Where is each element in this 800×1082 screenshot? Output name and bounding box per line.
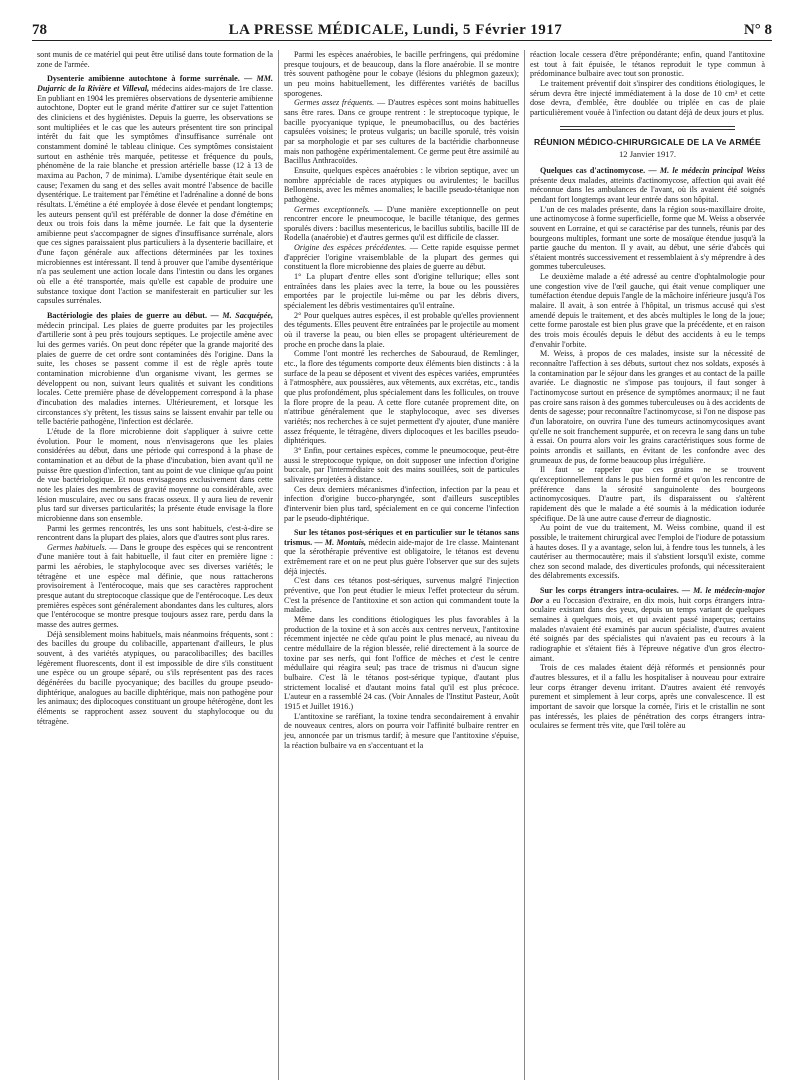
article-text: médecin principal. Les plaies de guerre produites par les projectiles d'artillerie sont à peu près toujours septiques. Le projectile amène avec lui des germes variés. On peut donc répéter que la grande majorité des plaies de guerre de cet ordre sont contaminées dès l'origine. Dans la suite, les choses se passent comme il est de règle après toute contamination microbienne d'un organisme vivant, les germes se développent ou non, suivant leurs qualités et suivant les conditions locales. Cette première phase de développement correspond à la phase d'incubation des maladies internes. Ultérieurement, et lorsque les circonstances s'y prêtent, les tissus sains se laissent envahir par telle ou telle bactérie pathogène, l'infection est déclarée. bbox=[37, 320, 273, 427]
article-authors: — M. le médecin-major Dor bbox=[530, 586, 765, 605]
subheading: Origine des espèces précédentes. bbox=[294, 243, 407, 253]
paragraph: Parmi les germes rencontrés, les uns sont habituels, c'est-à-dire se rencontrent dans la plupart des plaies, alors que d'autres sont plus rares. bbox=[37, 523, 273, 543]
paragraph: 2° Pour quelques autres espèces, il est probable qu'elles proviennent des téguments. Elles peuvent être entraînées par le projectile au moment où il traverse la peau, ou bien elles se propagent ultérieurement de proche en proche dans la plaie. bbox=[284, 310, 519, 349]
subheading: Germes assez fréquents. bbox=[294, 98, 375, 108]
paragraph: Germes exceptionnels. — D'une manière exceptionnelle on peut rencontrer encore le pneumocoque, le bacille tétanique, des germes sporulés divers : bacillus mesentericus, le bacillus subtilis, bacille III de Rodella (anaérobie) et d'autres germes qu'il est difficile de classer. bbox=[284, 204, 519, 243]
text-columns bbox=[32, 50, 772, 1080]
article-authors: — M. Montais, bbox=[312, 537, 367, 547]
paragraph: Le traitement préventif doit s'inspirer des conditions étiologiques, le sérum devra être injecté immédiatement à la dose de 10 cm³ et cette dose devra, d'emblée, être doublée ou triplée en cas de plaie particulièrement vouée à l'infection ou datant déjà de deux jours et plus. bbox=[530, 78, 765, 117]
article-authors: — MM. Dujarric de la Rivière et Villeval, bbox=[37, 74, 273, 93]
paragraph: L'antitoxine se raréfiant, la toxine tendra secondairement à envahir de nouveaux centres, alors on pourra voir l'affinité bulbaire rentrer en jeu, annoncée par un trismus tardif; à mesure que l'antitoxine s'épuise, la réaction bulbaire va en s'accentuant et la bbox=[284, 711, 519, 750]
section-date: 12 Janvier 1917. bbox=[618, 149, 677, 160]
subheading: Germes exceptionnels. bbox=[294, 204, 370, 214]
article-authors: — M. Sacquépée, bbox=[207, 311, 273, 321]
article-tetanos bbox=[284, 528, 519, 576]
article-actinomycose bbox=[530, 166, 765, 205]
article-bacteriologie bbox=[37, 311, 273, 427]
column-3 bbox=[524, 50, 770, 1080]
column-1 bbox=[32, 50, 278, 1080]
column-2 bbox=[278, 50, 524, 1080]
paragraph: réaction locale cessera d'être prépondérante; enfin, quand l'antitoxine est tout à fait épuisée, le tétanos reproduit le type commun à prédominance bulbaire avec tout son pronostic. bbox=[530, 50, 765, 79]
article-heading: Quelques cas d'actinomycose. bbox=[540, 165, 646, 175]
article-text: médecins aides-majors de 1re classe. En publiant en 1904 les premières observations de dysenterie amibienne autochtone, Dopter eut le grand mérite d'attirer sur ce sujet l'attention des cliniciens et des hygiénistes. Depuis la guerre, les observations se sont multipliées et le cas que les auteurs présentent tire son principal intérêt du fait que les symptômes d'insuffisance surrénale ont constamment dominé le tableau clinique. Ces symptômes consistaient surtout en asthénie très marquée, petitesse et fréquence du pouls, phénomène de la raie blanche et pression artérielle basse (12 à 13 de maxima au Pachon, 7 de minima). L'amibe dysentérique était seule en cause; l'examen du sang et des selles avait montré l'absence de bacille dysentérique. Le traitement par l'émétine et l'adrénaline a donné de bons résultats. L'émétine a été employée à dose élevée et pendant longtemps; les auteurs pensent qu'il est préférable de donner la dose d'émétine en deux ou trois fois dans la même journée. Le fait que la dysenterie amibienne peut s'accompagner de signes d'insuffisance surrénale, alors que ces signes paraissaient plus particuliers à la dysenterie bacillaire, et d'une façon générale aux affections déterminées par les toxines microbiennes est intéressant. Il tend à prouver que l'amibe dysentérique n'a pas seulement une action locale dans l'intestin ou dans les organes où elle a été transportée, mais qu'elle est capable de produire une substance toxique dont l'action se manifesterait en particulier sur les capsules surrénales. bbox=[37, 83, 274, 306]
section-rule bbox=[560, 129, 735, 130]
subheading: Germes habituels. bbox=[47, 542, 107, 552]
paragraph: Germes assez fréquents. — D'autres espèces sont moins habituelles sans être rares. Dans ce groupe rentrent : le streptocoque typique, le bacille pyocyanique typique, le pneumobacillus, ou des bactéries capsulées voisines; le proteus vulgaris; un bacille sporulé, très voisin par sa morphologie et par ses cultures de la bactéridie charbonneuse mais non pathogène expérimentalement. Ce germe peut être assimilé au Bacillus Anthracoïdes. bbox=[284, 98, 519, 166]
article-heading: Bactériologie des plaies de guerre au début. bbox=[47, 311, 208, 321]
page-header bbox=[32, 20, 772, 41]
newspaper-title: LA PRESSE MÉDICALE, Lundi, 5 Février 1917 bbox=[228, 21, 563, 38]
paragraph: 3° Enfin, pour certaines espèces, comme le pneumocoque, peut-être aussi le streptocoque typique, on doit supposer une infection d'origine buccale, par l'intermédiaire soit des mains souillées, soit de particules salivaires projetées à distance. bbox=[284, 445, 519, 484]
article-heading: Dysenterie amibienne autochtone à forme surrénale. bbox=[47, 74, 240, 84]
article-dysenterie bbox=[37, 74, 273, 306]
paragraph: Au point de vue du traitement, M. Weiss combine, quand il est possible, le traitement chirurgical avec l'emploi de l'iodure de potassium à hautes doses. Il y a avantage, selon lui, à fendre tous les tunnels, à les cautériser au thermocautère; mais il s'abstient lorsqu'il existe, comme chez son second malade, des diverticules profonds, qui nécessiteraient des délabrements excessifs. bbox=[530, 523, 765, 581]
paragraph: L'un de ces malades présente, dans la région sous-maxillaire droite, une actinomycose à forme superficielle, forme que M. Weiss a observée souvent en Lorraine, et qui se caractérise par des tunnels, réunis par des bourgeons multiples, formant une sorte de mosaïque étendue jusqu'à la partie gauche du menton. Il y avait, au début, une série d'abcès qui s'étaient montrés successivement et ressemblaient à s'y méprendre à des gommes tuberculeuses. bbox=[530, 204, 765, 272]
article-corps-etrangers bbox=[530, 586, 765, 663]
paragraph: Ensuite, quelques espèces anaérobies : le vibrion septique, avec un nombre appréciable de races atypiques ou avirulentes; le bacillus Bellonensis, avec les mêmes anomalies; le bacille pseudo-tétanique non pathogène. bbox=[284, 165, 519, 204]
section-title: RÉUNION MÉDICO-CHIRURGICALE DE LA Ve ARMÉE bbox=[534, 136, 761, 147]
paragraph: Parmi les espèces anaérobies, le bacille perfringens, qui prédomine presque toujours, et de beaucoup, dans la flore anaérobie. Il se montre très souvent pathogène pour le cobaye (lésions du phlegmon gazeux); un peu moins habituellement, les différentes variétés de bacillus sporogenes. bbox=[284, 50, 519, 98]
issue-number: N° 8 bbox=[743, 21, 772, 38]
article-text: médecin aide-major de 1re classe. Maintenant que la sérothérapie préventive est obligatoire, le tétanos est devenu extrêmement rare et on ne peut plus guère l'observer que sur des sujets déjà injectés. bbox=[284, 537, 519, 576]
paragraph: sont munis de ce matériel qui peut être utilisé dans toute formation de la zone de l'armée. bbox=[37, 50, 273, 69]
section-rule bbox=[560, 126, 735, 127]
paragraph: C'est dans ces tétanos post-sériques, survenus malgré l'injection préventive, que l'on peut étudier le mieux l'effet protecteur du sérum. C'est la présence de l'antitoxine et son action qui commandent toute la maladie. bbox=[284, 576, 519, 615]
article-heading: Sur les tétanos post-sériques et en particulier sur le tétanos sans trismus. bbox=[284, 528, 519, 547]
paragraph: M. Weiss, à propos de ces malades, insiste sur la nécessité de reconnaître l'affection à ses débuts, surtout chez nos soldats, exposés à la contamination par le séjour dans les granges et au contact de la paille avariée. Le diagnostic ne s'impose pas toujours, il faut songer à l'actinomycose surtout en présence de symptômes anormaux; il ne faut pas croire sans raison à des gommes tuberculeuses ou à des accidents de dents de sagesse; pour reconnaître l'actinomycose, si l'on ne dispose pas d'un laboratoire, on ouvrira l'une des tumeurs actinomycosiques avant qu'elle ne soit franchement suppurée, et on recevra le sang dans un tube à essai. On pourra alors voir les grains caractéristiques sous forme de points arrondis et saillants, en évitant de les confondre avec des grumeaux de pus, de forme beaucoup plus irrégulière. bbox=[530, 349, 765, 465]
paragraph: Comme l'ont montré les recherches de Sabouraud, de Remlinger, etc., la flore des téguments comporte deux éléments bien distincts : à la surface de la peau se déposent et vivent des espèces variées, empruntées à l'atmosphère, aux poussières, aux vêtements, aux excrétas, etc., tandis que plus profondément, plus spécialement dans les follicules, on trouve la flore propre de la peau. A cette flore cutanée proprement dite, on n'attribue généralement que le staphylocoque, avec ses diverses variétés; nos recherches à ce sujet permettent d'y ajouter, d'une manière assez fréquente, le tétragène, divers diplocoques et les bacilles pseudo-diphtériques. bbox=[284, 349, 519, 446]
article-authors: — M. le médecin principal Weiss bbox=[645, 165, 765, 175]
paragraph: Le deuxième malade a été adressé au centre d'ophtalmologie pour une congestion vive de l'œil gauche, qui était venue compliquer une tuméfaction étendue depuis l'angle de la mâchoire inférieure jusqu'à l'os malaire. Il avait, à son entrée à l'hôpital, un trismus accusé qui s'est amendé depuis le traitement, et des abcès multiples le long de la joue; cette forme parostale est bien plus grave que la précédente, et en raison des trois mois écoulés depuis le début des accidents à eu le temps d'envahir l'orbite. bbox=[530, 272, 765, 349]
paragraph: Trois de ces malades étaient déjà réformés et pensionnés pour d'autres blessures, et il a fallu les hospitaliser à nouveau pour extraire leur corps étranger devenu irritant. D'autres avaient été renvoyés purement et simplement à leur corps, après une convalescence. Il est important de savoir que lorsque la cornée, l'iris et le cristallin ne sont pas intéressés, les plaies de pénétration des corps étrangers intra-oculaires se ferment très vite, que l'œil tolère au bbox=[530, 663, 765, 731]
paragraph: Il faut se rappeler que ces grains ne se trouvent qu'exceptionnellement dans le pus bien formé et qu'on les rencontre de préférence dans la sérosité sanguinolente des bourgeons actinomycosiques. D'autre part, ils disparaissent ou s'altèrent rapidement dès que le malade a été soumis à la médication iodurée spécifique. De là une autre cause d'erreur de diagnostic. bbox=[530, 465, 765, 523]
paragraph: Origine des espèces précédentes. — Cette rapide esquisse permet d'apprécier l'origine vraisemblable de la plupart des germes qui constituent la flore microbienne des plaies de guerre au début. bbox=[284, 243, 519, 272]
paragraph: Germes habituels. — Dans le groupe des espèces qui se rencontrent d'une manière tout à fait habituelle, il faut citer en première ligne : parmi les aérobies, le staphylocoque avec ses diverses variétés; le tétragène et une espèce mal définie, que nous rattacherons provisoirement à l'entérocoque, mais que ses caractères rapprochent presque autant du streptocoque classique que de l'entérocoque. Les deux premières espèces sont généralement abondantes dans les cultures, alors que l'entérocoque se montre presque toujours assez rare, perdu dans la masse des autres germes. bbox=[37, 542, 273, 630]
newspaper-page bbox=[32, 20, 772, 1070]
page-number: 78 bbox=[32, 21, 47, 38]
article-heading: Sur les corps étrangers intra-oculaires. bbox=[540, 586, 679, 596]
paragraph: L'étude de la flore microbienne doit s'appliquer à suivre cette évolution. Pour le moment, nous n'envisagerons que les plaies considérées au début, dans une période qui correspond à la phase de contamination et au début de la phase d'incubation, bien avant qu'il ne puisse être question d'infection, tant au point de vue clinique qu'au point de vue bactériologique. Et nous envisageons exclusivement dans cette note les plaies des membres de gravité moyenne ou considérable, avec lésion musculaire, avec ou sans fracas osseux. Il y aura lieu de revenir plus tard sur diverses particularités; la présente étude envisage la flore microbienne dans son ensemble. bbox=[37, 426, 273, 523]
article-text: a eu l'occasion d'extraire, en dix mois, huit corps étrangers intra-oculaire existant dans des yeux, depuis un temps variant de quelques semaines à quelques mois, et qui avaient passé inaperçus; certains malades n'avaient été examinés par aucun spécialiste, d'autres avaient été soignés par des spécialistes qui n'avaient pas eu recours à la radiographie et s'étaient fiés à l'épreuve négative d'un gros électro-aimant. bbox=[530, 595, 765, 663]
article-text: présente deux malades, atteints d'actinomycose, affection qui avait été méconnue dans les ambulances de l'avant, où ils avaient été soignés pendant fort longtemps avant leur entrée dans son hôpital. bbox=[530, 175, 765, 204]
paragraph: Même dans les conditions étiologiques les plus favorables à la production de la toxine et à son accès aux centres nerveux, l'antitoxine récemment injectée ne cède qu'au point le plus menacé, au niveau du centre médullaire de la région blessée, relié directement à la source de toxine par ses nerfs, qui font l'office de mèches et c'est le centre médullaire qui réagira seul; pas trace de trismus ni d'aucun signe bulbaire. C'est là le tétanos post-sérique typique, d'autant plus strictement localisé et d'autant moins fatal qu'il est plus précoce. L'auteur en a rassemblé 24 cas. (Voir Annales de l'Institut Pasteur, Août 1915 et Juillet 1916.) bbox=[284, 615, 519, 711]
paragraph: Déjà sensiblement moins habituels, mais néanmoins fréquents, sont : des bacilles du groupe du colibacille, appartenant d'ailleurs, le plus souvent, à des variétés atypiques, ou paracolibacilles; des bacilles légèrement fluorescents, dont il est impossible de dire s'ils constituent une espèce ou un groupe séparé, ou s'ils représentent pas des races dégénérées du bacille pyocyanique; des bacilles du groupe pseudo-diphtérique, analogues au bacille diphtérique, mais non pathogène pour les animaux; des diplocoques constituant un groupe hétérogène, dont les éléments se rapprochent assez souvent du staphylocoque ou du tétragène. bbox=[37, 629, 273, 726]
paragraph: 1° La plupart d'entre elles sont d'origine tellurique; elles sont entraînées dans les plaies avec la terre, la boue ou les poussières emportées par le projectile lui-même ou par les débris divers, spécialement les débris vestimentaires qu'il entraîne. bbox=[284, 272, 519, 311]
paragraph: Ces deux derniers mécanismes d'infection, infection par la peau et infection d'origine bucco-pharyngée, sont d'ailleurs susceptibles d'intervenir bien plus tard, spécialement en ce qui concerne l'infection par le pseudo-diphtérique. bbox=[284, 484, 519, 523]
